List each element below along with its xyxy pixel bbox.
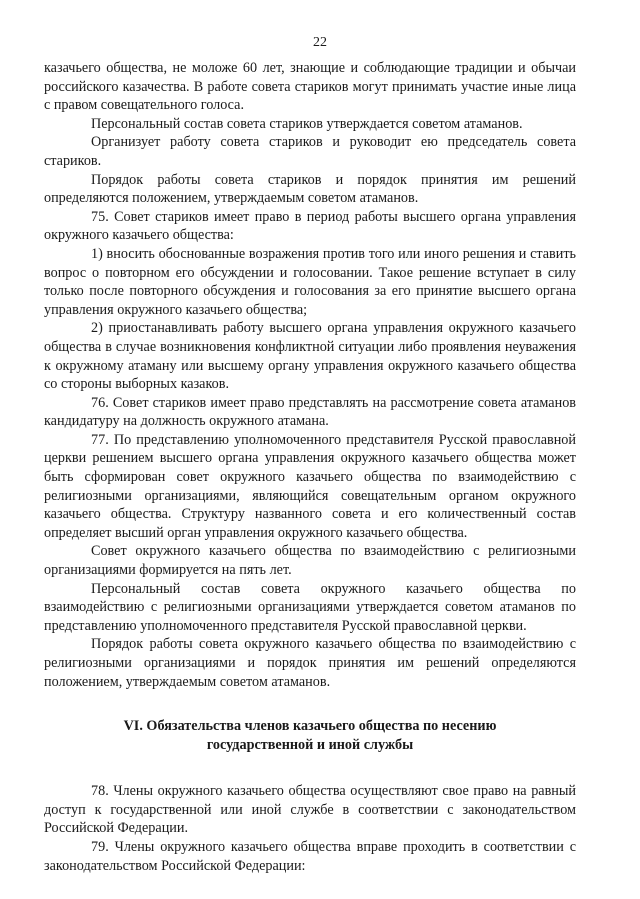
paragraph: 75. Совет стариков имеет право в период работы высшего органа управления окружного казачьего общества:: [44, 208, 576, 244]
paragraph: 78. Члены окружного казачьего общества осуществляют свое право на равный доступ к государственной или иной службе в соответствии с законодательством Российской Федерации.: [44, 783, 576, 837]
paragraph: Порядок работы совета стариков и порядок принятия им решений определяются положением, утверждаемым советом атаманов.: [44, 171, 576, 207]
paragraph: 2) приостанавливать работу высшего органа управления окружного казачьего общества в случае возникновения конфликтной ситуации либо проявления неуважения к окружному атаману или высшему органу управления окружного казачьего общества со стороны выборных казаков.: [44, 320, 576, 393]
paragraph: Порядок работы совета окружного казачьего общества по взаимодействию с религиозными организациями и порядок принятия им решений определяются положением, утверждаемым советом атаманов.: [44, 636, 576, 690]
paragraph: Совет окружного казачьего общества по взаимодействию с религиозными организациями формируется на пять лет.: [44, 543, 576, 579]
section-heading: VI. Обязательства членов казачьего общества по несению государственной и иной службы: [123, 718, 497, 754]
paragraph: Персональный состав совета окружного казачьего общества по взаимодействию с религиозными организациями утверждается советом атаманов по представлению уполномоченного представителя Русской православной церкви.: [44, 580, 576, 634]
paragraph: 76. Совет стариков имеет право представлять на рассмотрение совета атаманов кандидатуру на должность окружного атамана.: [44, 394, 576, 430]
paragraph: 77. По представлению уполномоченного представителя Русской православной церкви решением высшего органа управления окружного казачьего общества может быть сформирован совет окружного казачьего общества по взаимодействию с религиозными организациями, являющийся совещательным органом окружного казачьего общества. Структуру названного совета и его количественный состав определяет высший орган управления окружного казачьего общества.: [44, 431, 576, 541]
paragraph: казачьего общества, не моложе 60 лет, знающие и соблюдающие традиции и обычаи российского казачества. В работе совета стариков могут принимать участие иные лица с правом совещательного голоса.: [44, 60, 576, 114]
paragraph: 1) вносить обоснованные возражения против того или иного решения и ставить вопрос о повторном его обсуждении и голосовании. Такое решение вступает в силу только после повторного обсуждения и голосования за его принятие высшего органа управления окружного казачьего общества;: [44, 245, 576, 318]
body-text: [44, 59, 576, 875]
page-number: 22: [313, 35, 327, 50]
paragraph: Персональный состав совета стариков утверждается советом атаманов.: [91, 115, 523, 132]
paragraph: 79. Члены окружного казачьего общества вправе проходить в соответствии с законодательством Российской Федерации:: [44, 838, 576, 874]
paragraph: Организует работу совета стариков и руководит ею председатель совета стариков.: [44, 134, 576, 169]
